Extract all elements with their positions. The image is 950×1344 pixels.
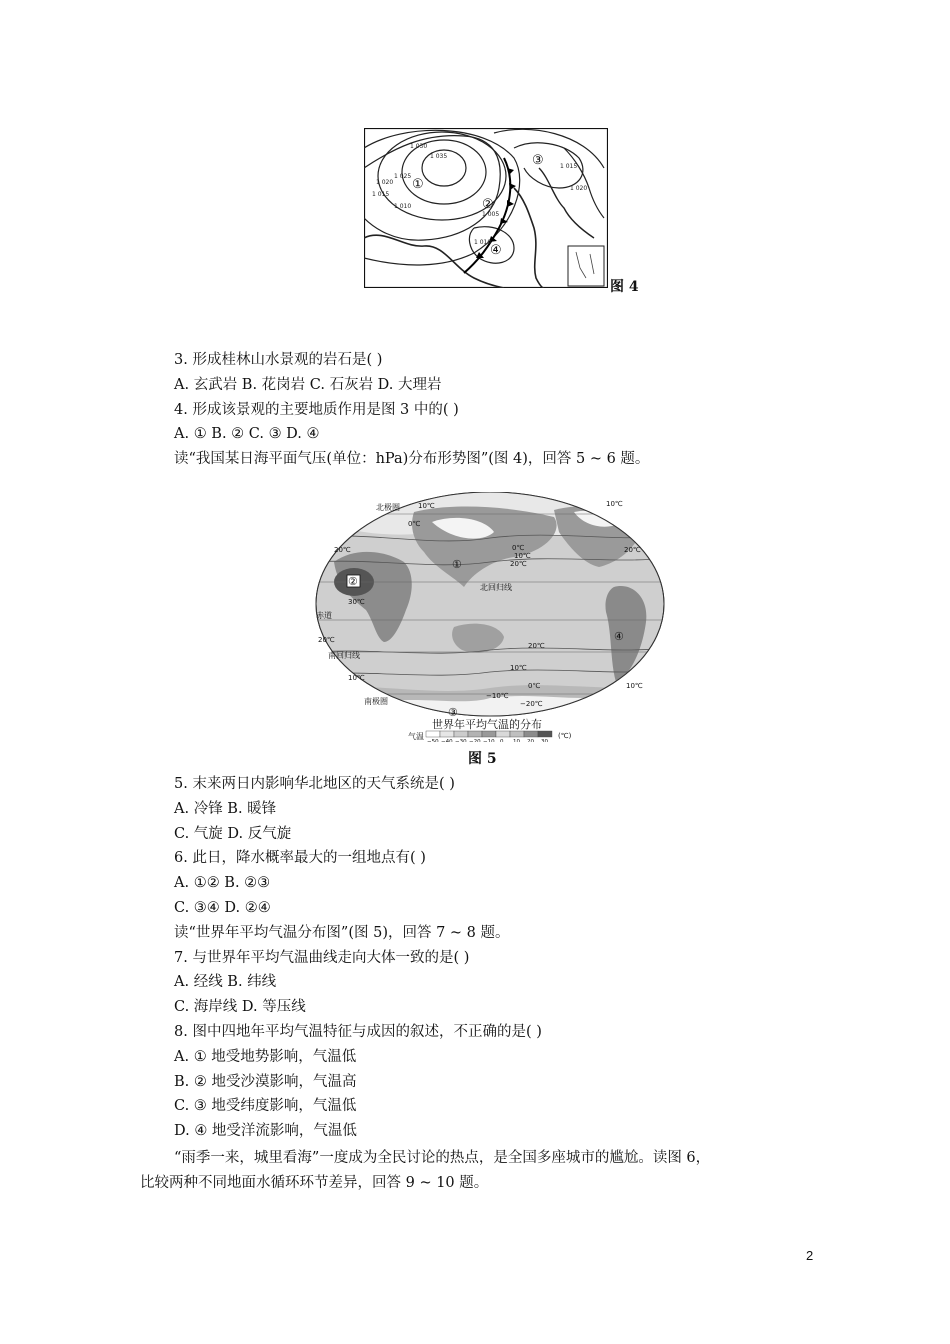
- legend-tick: −40: [441, 739, 453, 742]
- isotherm-label: 0℃: [408, 520, 421, 528]
- question-line: D. ④ 地受洋流影响，气温低: [174, 1123, 357, 1140]
- world-temperature-map-figure: [314, 492, 666, 742]
- question-line: A. ① B. ② C. ③ D. ④: [174, 426, 320, 443]
- question-line: C. ③④ D. ②④: [174, 899, 271, 916]
- question-line: C. 气旋 D. 反气旋: [174, 825, 292, 842]
- isobar-label: 1 030: [410, 143, 428, 150]
- questions-block-b: [174, 772, 542, 1144]
- isotherm-label: −10℃: [486, 692, 509, 700]
- question-line: 5. 末来两日内影响华北地区的天气系统是( ): [174, 776, 455, 792]
- legend-tick: −30: [455, 739, 467, 742]
- map-marker-2: ②: [348, 575, 358, 588]
- isobar-label: 1 015: [372, 191, 390, 198]
- isotherm-label: −20℃: [520, 700, 543, 708]
- figure-4-caption: 图 4: [610, 279, 639, 295]
- isotherm-label: 10℃: [514, 552, 531, 560]
- question-line: 读“世界年平均气温分布图”(图 5)，回答 7 ~ 8 题。: [174, 924, 510, 941]
- isotherm-label: 20℃: [510, 560, 527, 568]
- equator-label: 赤道: [316, 611, 332, 620]
- question-line: 8. 图中四地年平均气温特征与成因的叙述，不正确的是( ): [174, 1023, 542, 1040]
- tropic-of-capricorn-label: 南回归线: [328, 651, 360, 660]
- legend-tick: −10: [483, 739, 495, 742]
- isobar-label: 1 005: [482, 211, 500, 218]
- isotherm-label: 20℃: [334, 546, 351, 554]
- isobar-label: 1 035: [430, 153, 448, 160]
- legend-label: 气温: [408, 732, 424, 741]
- question-line: 6. 此日，降水概率最大的一组地点有( ): [174, 850, 426, 867]
- question-line: A. ① 地受地势影响，气温低: [174, 1048, 357, 1065]
- isobar-label: 1 015: [560, 163, 578, 170]
- question-line: A. ①② B. ②③: [174, 875, 271, 892]
- intro-paragraph: [140, 1146, 820, 1196]
- question-line: C. ③ 地受纬度影响，气温低: [174, 1098, 357, 1115]
- isotherm-label: 20℃: [318, 636, 335, 644]
- isotherm-label: 0℃: [528, 682, 541, 690]
- question-line: A. 经线 B. 纬线: [174, 974, 277, 991]
- paragraph-line-2: 比较两种不同地面水循环环节差异，回答 9 ~ 10 题。: [140, 1175, 489, 1191]
- question-line: A. 玄武岩 B. 花岗岩 C. 石灰岩 D. 大理岩: [174, 376, 442, 393]
- question-line: A. 冷锋 B. 暖锋: [174, 800, 277, 817]
- isotherm-label: 10℃: [626, 682, 643, 690]
- legend-tick: −20: [469, 739, 481, 742]
- pressure-map-figure: [364, 128, 608, 288]
- tropic-of-cancer-label: 北回归线: [480, 583, 512, 592]
- isobar-label: 1 010: [394, 203, 412, 210]
- isobar-label: 1 020: [570, 185, 588, 192]
- page-number: 2: [806, 1248, 814, 1263]
- question-line: 4. 形成该景观的主要地质作用是图 3 中的( ): [174, 401, 459, 418]
- isotherm-label: 20℃: [624, 546, 641, 554]
- question-line: B. ② 地受沙漠影响，气温高: [174, 1073, 357, 1090]
- question-line: 7. 与世界年平均气温曲线走向大体一致的是( ): [174, 949, 470, 966]
- question-line: 读“我国某日海平面气压(单位：hPa)分布形势图”(图 4)，回答 5 ~ 6 题。: [174, 451, 650, 468]
- isobar-label: 1 025: [394, 173, 412, 180]
- map-marker-3: ③: [448, 706, 458, 719]
- map-marker-1: ①: [412, 177, 424, 192]
- temperature-legend: [426, 731, 552, 737]
- isobar-label: 1 010: [474, 239, 492, 246]
- figure-5-caption: 图 5: [468, 751, 497, 767]
- map-marker-4: ④: [614, 630, 624, 643]
- antarctic-circle-label: 南极圈: [364, 697, 388, 706]
- legend-tick: 10: [513, 739, 520, 742]
- map-marker-1: ①: [452, 558, 462, 571]
- legend-tick: 0: [500, 739, 504, 742]
- isobar-label: 1 020: [376, 179, 394, 186]
- map-marker-3: ③: [532, 153, 544, 168]
- isotherm-label: 0℃: [512, 544, 525, 552]
- legend-tick: 20: [527, 739, 534, 742]
- question-line: 3. 形成桂林山水景观的岩石是( ): [174, 352, 383, 368]
- questions-block-a: [174, 348, 649, 472]
- legend-tick: −50: [427, 739, 439, 742]
- paragraph-line-1: “雨季一来，城里看海”一度成为全民讨论的热点，是全国多座城市的尴尬。读图 6，: [174, 1150, 711, 1166]
- legend-tick: 30: [541, 739, 548, 742]
- arctic-circle-label: 北极圈: [376, 503, 400, 512]
- isotherm-label: 10℃: [418, 502, 435, 510]
- question-line: C. 海岸线 D. 等压线: [174, 999, 306, 1016]
- isotherm-label: 30℃: [348, 598, 365, 606]
- isotherm-label: 10℃: [606, 500, 623, 508]
- figure-5-title: 世界年平均气温的分布: [432, 718, 542, 731]
- isotherm-label: 10℃: [510, 664, 527, 672]
- map-marker-4: ④: [490, 243, 502, 258]
- isotherm-label: 20℃: [528, 642, 545, 650]
- legend-unit: (℃): [558, 732, 572, 740]
- map-marker-2: ②: [482, 197, 494, 212]
- isotherm-label: 10℃: [348, 674, 365, 682]
